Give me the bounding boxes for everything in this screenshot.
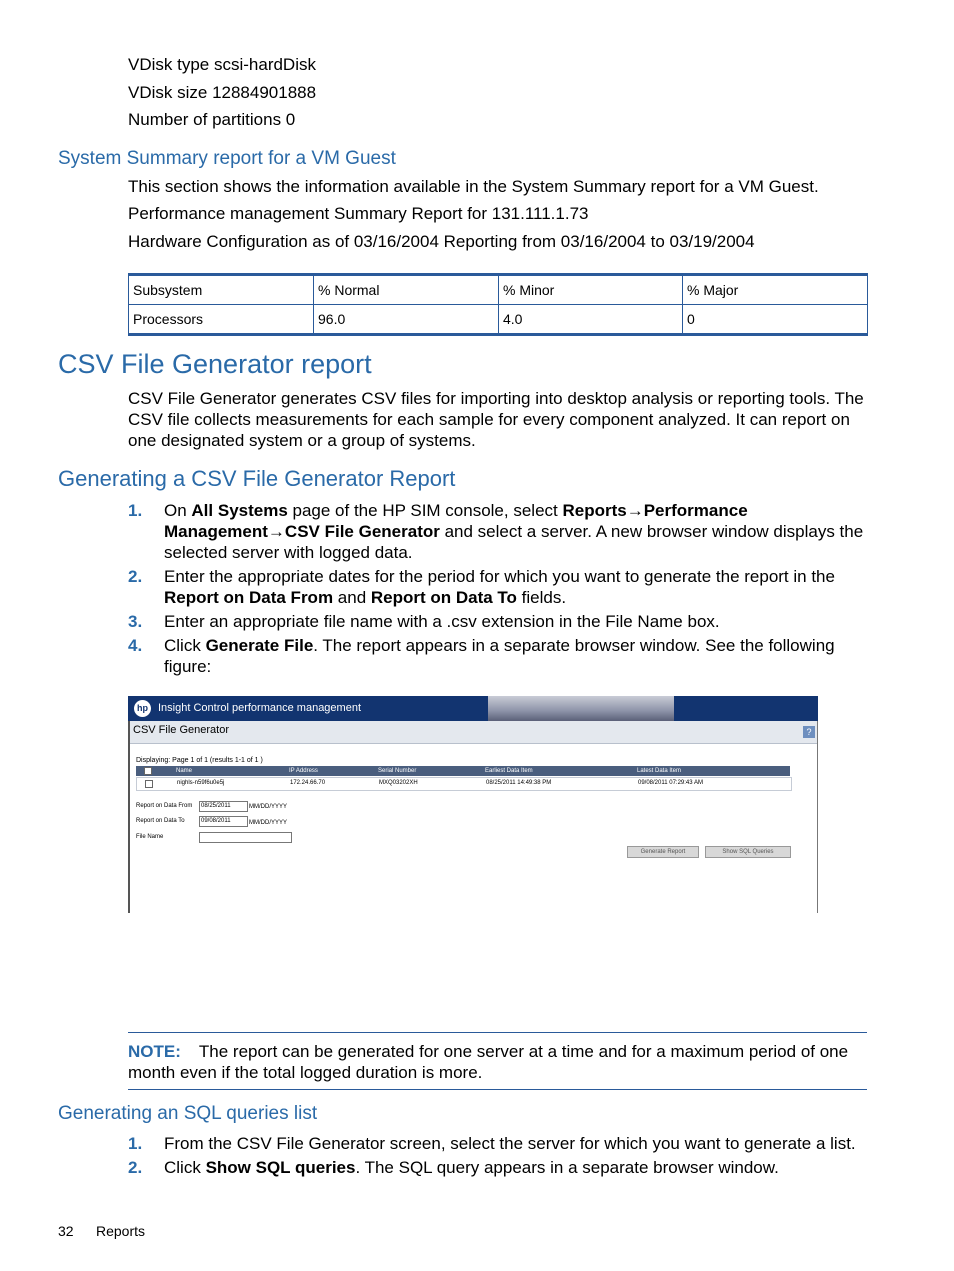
sql-step-1 — [128, 1133, 868, 1154]
app-header-bar — [128, 696, 818, 721]
step-text: Enter the appropriate dates for the period for which you want to generate the report in the — [164, 567, 835, 586]
step-text: Enter an appropriate file name with a .csv extension in the File Name box. — [164, 612, 720, 631]
step-text: On — [164, 501, 192, 520]
header-banner-image — [488, 696, 674, 721]
report-from-label: Report on Data From — [136, 803, 193, 809]
column-header: Name — [176, 768, 193, 774]
ui-term: Performance Management — [164, 501, 748, 541]
column-header: Serial Number — [378, 768, 417, 774]
paging-info: Displaying: Page 1 of 1 (results 1-1 of 1 ) — [136, 757, 263, 764]
step-text: and — [333, 588, 371, 607]
step-text: . The SQL query appears in a separate browser window. — [355, 1158, 779, 1177]
help-icon[interactable]: ? — [803, 726, 815, 738]
sql-step-2 — [128, 1157, 868, 1178]
file-name-label: File Name — [136, 834, 164, 840]
date-format-hint: MM/DD/YYYY — [249, 804, 288, 810]
step-text: From the CSV File Generator screen, select the server for which you want to generate a list. — [164, 1134, 856, 1153]
csv-step-3 — [128, 611, 868, 632]
report-from-input[interactable]: 08/25/2011 — [199, 801, 248, 812]
page-title-bar — [128, 721, 818, 744]
csv-section-intro: CSV File Generator generates CSV files for importing into desktop analysis or reporting tools. The CSV file collects measurements for each sample for every component analyzed. It can report on one designated system or a group of systems. — [128, 389, 864, 450]
page-number: 32 — [58, 1223, 74, 1239]
ui-term: Show SQL queries — [205, 1158, 356, 1177]
step-number: 2. — [128, 1158, 143, 1177]
report-to-label: Report on Data To — [136, 818, 185, 824]
table-header-cell: % Major — [683, 275, 868, 305]
step-text: fields. — [516, 588, 567, 607]
column-header: Latest Data Item — [637, 768, 682, 774]
csv-step-2 — [128, 566, 868, 608]
ui-term: Report on Data To — [370, 588, 517, 607]
perf-summary-line: Performance management Summary Report for 131.111.1.73 — [128, 204, 589, 223]
step-text: page of the HP SIM console, select — [287, 501, 563, 520]
date-format-hint: MM/DD/YYYY — [249, 820, 288, 826]
note-box — [128, 1032, 867, 1090]
arrow-icon: → — [626, 501, 644, 520]
table-cell: 172.24.66.70 — [290, 780, 326, 786]
ui-term: Generate File — [205, 636, 314, 655]
footer-section: Reports — [96, 1223, 146, 1239]
column-header: IP Address — [289, 768, 318, 774]
table-header-cell: % Minor — [499, 275, 683, 305]
hw-config-line: Hardware Configuration as of 03/16/2004 Reporting from 03/16/2004 to 03/19/2004 — [128, 232, 755, 251]
step-text: . The report appears in a separate browser window. See the following figure: — [164, 636, 835, 676]
csv-step-4 — [128, 635, 868, 677]
step-text: Click — [164, 1158, 206, 1177]
step-number: 3. — [128, 612, 143, 631]
ui-term: All Systems — [191, 501, 288, 520]
step-number: 4. — [128, 636, 143, 655]
partitions-line: Number of partitions 0 — [128, 110, 296, 129]
table-cell: MXQ03202XH — [379, 780, 418, 786]
step-number: 1. — [128, 1134, 143, 1153]
app-title: Insight Control performance management — [158, 702, 361, 714]
table-row[interactable] — [136, 777, 792, 791]
table-header-cell: Subsystem — [129, 275, 314, 305]
vdisk-size-line: VDisk size 12884901888 — [128, 83, 317, 102]
generating-csv-heading: Generating a CSV File Generator Report — [58, 466, 456, 491]
ui-term: CSV File Generator — [284, 522, 440, 541]
frame-left-edge — [128, 721, 130, 913]
table-cell: 96.0 — [314, 305, 499, 335]
system-summary-heading: System Summary report for a VM Guest — [58, 148, 396, 169]
table-cell: 4.0 — [499, 305, 683, 335]
table-row — [129, 305, 868, 335]
table-cell: 0 — [683, 305, 868, 335]
row-checkbox[interactable] — [145, 780, 153, 788]
table-header-cell: % Normal — [314, 275, 499, 305]
file-name-input[interactable] — [199, 832, 292, 843]
table-cell: nighls-n59f6u0e5j — [177, 780, 225, 786]
column-header: Earliest Data Item — [485, 768, 533, 774]
page-title: CSV File Generator — [133, 724, 229, 736]
note-label: NOTE: — [128, 1042, 181, 1061]
report-to-input[interactable]: 09/08/2011 — [199, 816, 248, 827]
table-cell: Processors — [129, 305, 314, 335]
vdisk-type-line: VDisk type scsi-hardDisk — [128, 55, 316, 74]
table-header-row — [129, 275, 868, 305]
show-sql-queries-button[interactable]: Show SQL Queries — [705, 846, 791, 858]
table-cell: 09/08/2011 07:29:43 AM — [638, 780, 703, 786]
csv-section-heading: CSV File Generator report — [58, 349, 372, 379]
step-number: 1. — [128, 501, 143, 520]
ui-term: Report on Data From — [164, 588, 334, 607]
step-text: Click — [164, 636, 206, 655]
note-text: The report can be generated for one server at a time and for a maximum period of one month even if the total logged duration is more. — [128, 1042, 849, 1082]
frame-right-edge — [817, 721, 818, 913]
table-cell: 08/25/2011 14:49:38 PM — [486, 780, 552, 786]
system-summary-intro: This section shows the information available in the System Summary report for a VM Guest. — [128, 177, 819, 196]
step-number: 2. — [128, 567, 143, 586]
sql-section-heading: Generating an SQL queries list — [58, 1103, 318, 1124]
subsystem-table — [128, 273, 868, 336]
arrow-icon: → — [267, 522, 285, 541]
server-table-header — [136, 766, 790, 776]
generate-report-button[interactable]: Generate Report — [627, 846, 699, 858]
csv-step-1 — [128, 500, 868, 563]
csv-generator-screenshot — [128, 696, 818, 913]
step-text: and select a server. A new browser window displays the selected server with logged data. — [164, 522, 864, 562]
ui-term: Reports — [562, 501, 627, 520]
hp-logo-icon: hp — [134, 700, 151, 717]
select-all-checkbox[interactable] — [144, 767, 152, 775]
